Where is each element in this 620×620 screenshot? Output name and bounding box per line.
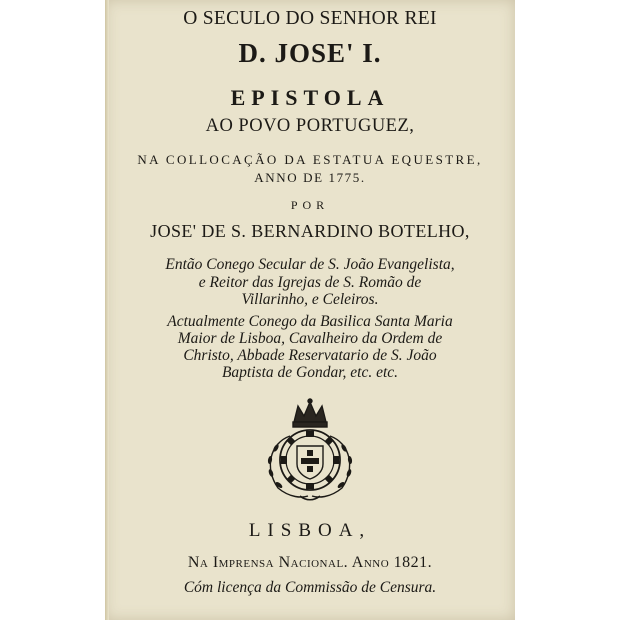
author-name: JOSE' DE S. BERNARDINO BOTELHO, — [150, 221, 470, 241]
royal-arms-portugal-icon — [250, 398, 370, 504]
credential-line: Villarinho, e Celeiros. — [241, 291, 379, 308]
title-line-1: O SECULO DO SENHOR REI — [183, 8, 437, 29]
credential-line: Actualmente Conego da Basilica Santa Maria — [167, 313, 453, 330]
title-line-2: D. JOSE' I. — [238, 38, 382, 68]
credential-line: Christo, Abbade Reservatario de S. João — [183, 347, 437, 364]
credential-line: e Reitor das Igrejas de S. Romão de — [198, 274, 422, 291]
author-by: POR — [290, 198, 330, 212]
credential-line: Maior de Lisboa, Cavalheiro da Ordem de — [177, 330, 443, 347]
subtitle-line-2: ANNO DE 1775. — [254, 170, 366, 185]
title-page — [105, 0, 515, 620]
imprint-press-text: Na Imprensa Nacional. Anno 1821. — [187, 554, 433, 571]
imprint-city: LISBOA, — [248, 520, 372, 541]
credential-line: Baptista de Gondar, etc. etc. — [221, 364, 399, 381]
title-line-4: AO POVO PORTUGUEZ, — [205, 116, 415, 136]
title-line-3: EPISTOLA — [230, 85, 390, 110]
credential-line: Então Conego Secular de S. João Evangelista, — [165, 256, 455, 273]
imprint-license: Cóm licença da Commissão de Censura. — [183, 579, 437, 596]
subtitle-line-1: NA COLLOCAÇÃO DA ESTATUA EQUESTRE, — [137, 152, 483, 167]
imprint-press — [105, 555, 515, 571]
